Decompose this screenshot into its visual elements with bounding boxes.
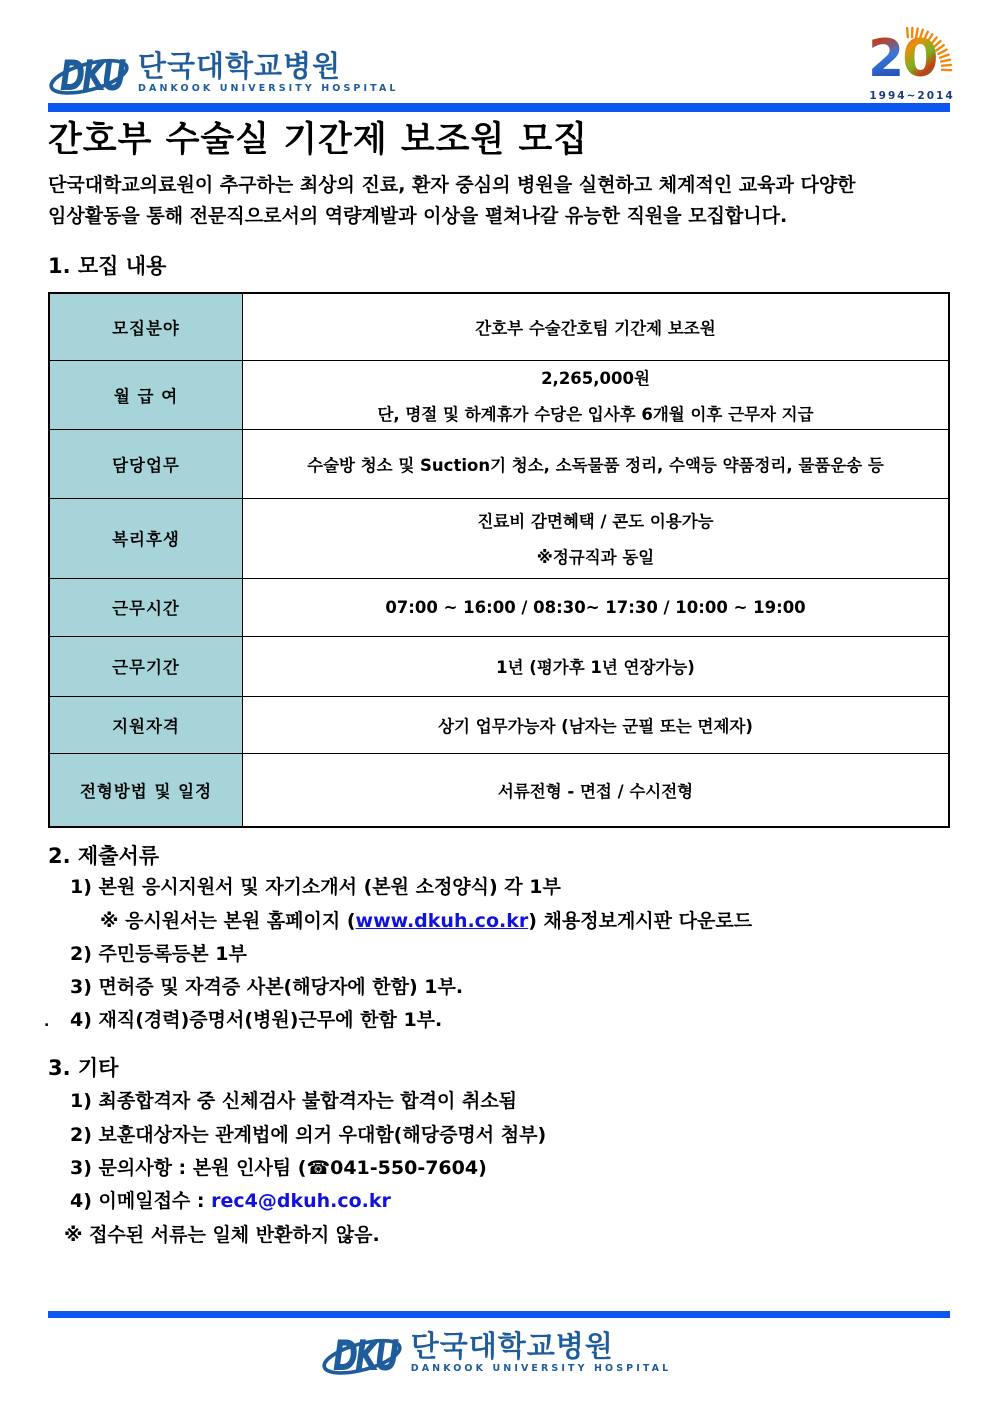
- row-value: 2,265,000원 단, 명절 및 하계휴가 수당은 입사후 6개월 이후 근무자 지급: [243, 360, 950, 429]
- intro-line-2: 임상활동을 통해 전문직으로서의 역량계발과 이상을 펼쳐나갈 유능한 직원을 모집합니다.: [48, 205, 788, 227]
- row-label: 근무기간: [49, 636, 243, 696]
- table-row: [49, 578, 949, 636]
- row-value: 07:00 ~ 16:00 / 08:30~ 17:30 / 10:00 ~ 19:00: [243, 578, 950, 636]
- table-row: [49, 360, 949, 429]
- footer-divider: [48, 1311, 950, 1318]
- section-heading-other: 3. 기타: [48, 1056, 119, 1080]
- stray-period: .: [44, 1014, 50, 1030]
- anniversary-emblem: [866, 10, 958, 104]
- row-label: 전형방법 및 일정: [49, 753, 243, 827]
- digit-0: 0: [902, 29, 937, 89]
- header-divider: [48, 103, 950, 112]
- row-value: 진료비 감면혜택 / 콘도 이용가능 ※정규직과 동일: [243, 498, 950, 578]
- section-heading-documents: 2. 제출서류: [48, 844, 160, 868]
- hospital-website-link[interactable]: www.dkuh.co.kr: [355, 910, 529, 932]
- table-row: [49, 636, 949, 696]
- row-value: 1년 (평가후 1년 연장가능): [243, 636, 950, 696]
- other-item-1: 1) 최종합격자 중 신체검사 불합격자는 합격이 취소됨: [70, 1090, 518, 1112]
- hospital-name-korean: 단국대학교병원: [138, 49, 342, 83]
- footer-hospital-logo: [0, 1330, 992, 1382]
- intro-line-1: 단국대학교의료원이 추구하는 최상의 진료, 환자 중심의 병원을 실현하고 체계적인 교육과 다양한: [48, 174, 856, 196]
- website-note-prefix: ※ 응시원서는 본원 홈페이지 (: [100, 910, 356, 932]
- anniversary-20-number: [868, 29, 937, 89]
- table-row: [49, 498, 949, 578]
- dku-swoosh-logo-icon: [48, 50, 130, 102]
- row-value: 수술방 청소 및 Suction기 청소, 소독물품 정리, 수액등 약품정리, 물품운송 등: [243, 429, 950, 498]
- other-item-4: [70, 1186, 391, 1213]
- header-hospital-logo: [48, 50, 399, 102]
- row-label: 모집분야: [49, 293, 243, 360]
- table-row: [49, 429, 949, 498]
- hospital-name-english: DANKOOK UNIVERSITY HOSPITAL: [410, 1363, 672, 1374]
- row-label: 지원자격: [49, 696, 243, 753]
- documents-item-3: 3) 면허증 및 자격증 사본(해당자에 한함) 1부.: [70, 976, 464, 998]
- dku-mark-letters: DKU: [60, 51, 124, 100]
- dku-swoosh-logo-icon: [321, 1330, 403, 1382]
- row-value: 서류전형 - 면접 / 수시전형: [243, 753, 950, 827]
- recruit-table: [48, 292, 950, 828]
- dku-mark-letters: DKU: [332, 1331, 397, 1380]
- section-heading-recruit: 1. 모집 내용: [48, 254, 167, 278]
- row-label: 담당업무: [49, 429, 243, 498]
- hospital-name-english: DANKOOK UNIVERSITY HOSPITAL: [138, 83, 399, 94]
- anniversary-years: 1994~2014: [869, 90, 955, 102]
- row-value: 상기 업무가능자 (남자는 군필 또는 면제자): [243, 696, 950, 753]
- page-title: 간호부 수술실 기간제 보조원 모집: [48, 120, 589, 160]
- email-label: 4) 이메일접수 :: [70, 1190, 212, 1212]
- documents-item-2: 2) 주민등록등본 1부: [70, 943, 247, 965]
- intro-paragraph: [48, 170, 948, 232]
- digit-2: 2: [868, 29, 903, 89]
- row-label: 근무시간: [49, 578, 243, 636]
- documents-item-4: 4) 재직(경력)증명서(병원)근무에 한함 1부.: [70, 1009, 443, 1031]
- row-value: 간호부 수술간호팀 기간제 보조원: [243, 293, 950, 360]
- documents-website-note: [100, 906, 752, 933]
- documents-item-1: 1) 본원 응시지원서 및 자기소개서 (본원 소정양식) 각 1부: [70, 876, 561, 898]
- row-label: 월 급 여: [49, 360, 243, 429]
- row-label: 복리후생: [49, 498, 243, 578]
- other-note: ※ 접수된 서류는 일체 반환하지 않음.: [64, 1224, 380, 1246]
- website-note-suffix: ) 채용정보게시판 다운로드: [528, 910, 753, 932]
- recruit-email-link[interactable]: rec4@dkuh.co.kr: [211, 1190, 391, 1212]
- table-row: [49, 696, 949, 753]
- other-item-3: 3) 문의사항 : 본원 인사팀 (☎041-550-7604): [70, 1157, 487, 1179]
- hospital-name-korean: 단국대학교병원: [410, 1329, 614, 1363]
- table-row: [49, 753, 949, 827]
- other-item-2: 2) 보훈대상자는 관계법에 의거 우대함(해당증명서 첨부): [70, 1124, 547, 1146]
- table-row: [49, 293, 949, 360]
